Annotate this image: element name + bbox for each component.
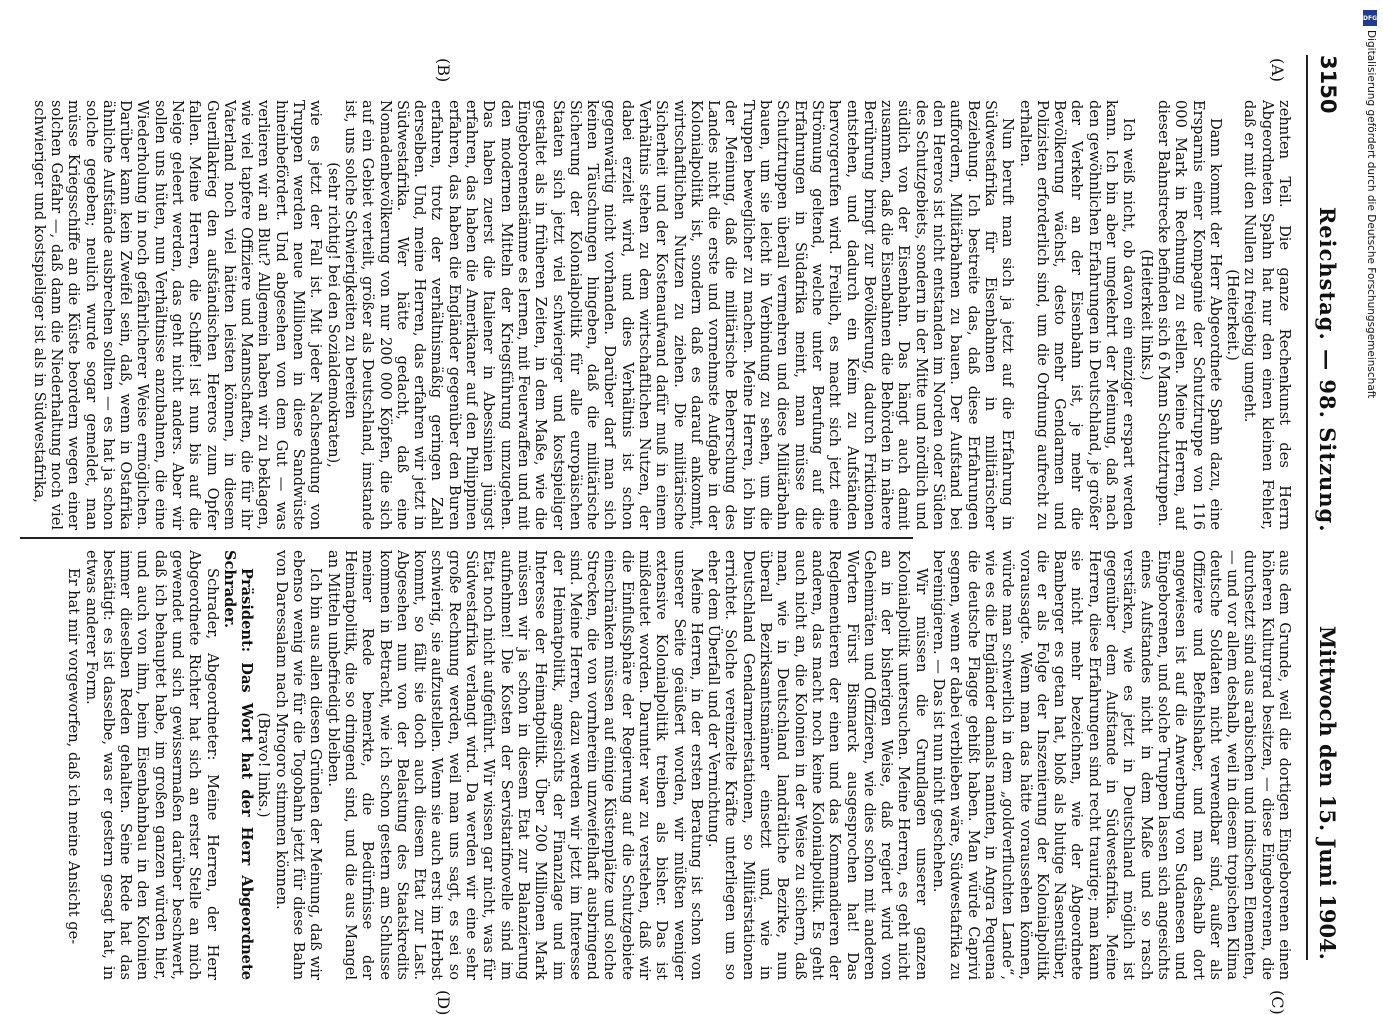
funding-text: Digitalisierung gefördert durch die Deutsche Forschungsgemeinschaft xyxy=(1365,30,1377,399)
interjection: (Heiterkeit.) xyxy=(1224,269,1242,361)
paragraph: Er hat mir vorgeworfen, daß ich meine Ansicht ge- xyxy=(65,568,83,945)
session-date: Mittwoch den 15. Juni 1904. xyxy=(1315,625,1341,960)
page-number: 3150 xyxy=(1316,55,1340,114)
paragraph: wie es jetzt der Fall ist. Mit jeder Nachsendung von Truppen werden neue Millionen in diese Sandwüste hineinbefördert. Und abgesehen von dem Gut — was verlieren wir an Blut? Allgemein haben wir zu beklagen, wie viel tapfere Offiziere und Mannschaften, die für ihr Vaterland noch viel hätten leisten können, in diesem Guerillakrieg den aufständischen Hereros zum Opfer fallen. Meine Herren, die Schiffe! ist nun bis auf die Neige geleert werden, das geht nicht anders. Aber wir sollen uns hüten, nun Verhältnisse anzubahnen, die eine Wiederholung in noch gefährlicherer Weise ermöglichen. Darüber kann kein Zweifel sein, daß, wenn in Ostafrika ähnliche Aufstände ausbrechen sollten — es hat ja schon solche gegeben; neulich wurde sogar gemeldet, man müsse Kriegsschiffe an die Küste beordern wegen einer solchen Gefahr —, daß dann die Niederhaltung noch viel schwieriger und kostspieliger ist als in Südwestafrika, xyxy=(30,100,325,530)
paragraph: aus dem Grunde, weil die dortigen Eingeborenen einen höheren Kulturgrad besitzen, — diese Eingeborenen, die durchsetzt sind aus arabischen und indischen Elementen, — und vor allem deshalb, weil in diesem tropischen Klima deutsche Soldaten nicht verwendbar sind, außer als Offiziere und Befehlshaber, und man deshalb dort angewiesen ist auf die Anwerbung von Sudanesen und Eingeborenen, und solche Truppen lassen sich angesichts eines Aufstandes nicht in dem Maße und so rasch verstärken, wie es jetzt in Deutschland möglich ist gegenüber dem Aufstande in Südwestafrika. Meine Herren, diese Erfahrungen sind recht traurige; man kann sie nicht mehr bezeichnen, wie der Abgeordnete Bamberger es getan hat, bloß als blutige Nasenstüber, die er als Folge der Inszenierung der Kolonialpolitik voraussagte. Wenn man das hätte voraussehen können, würde man schwerlich in dem „goldverfluchten Lande“, wie es die Engländer damals nannten, in Angra Pequena die deutsche Flagge gehißt haben. Man würde Caprivi segnen, wenn er dabei verblieben wäre, Südwestafrika zu bereinigieren. — Das ist nun nicht geschehen. xyxy=(930,550,1293,980)
margin-marker-b: (B) xyxy=(434,58,453,83)
paragraph: Wir müssen die Grundlagen unserer ganzen Kolonialpolitik untersuchen. Meine Herren, es geht nicht an in der bisherigen Weise, daß regiert wird von Geheimräten und Offizieren, wie dies schon mit anderen Worten Fürst Bismarck ausgesprochen hat! Das Reglementieren der einen und das Kommandieren der anderen, das macht noch keine Kolonialpolitik. Es geht auch nicht an, die Kolonien in der Weise zu sichern, daß man, wie in Deutschland landrätliche Bezirke, nun überall Bezirksamtsmänner einsetzt und, wie in Deutschland Gendarmeriestationen, so Militärstationen errichtet. Solche vereinzelte Kräfte unterliegen um so eher dem Überfall und der Vernichtung. xyxy=(705,550,930,980)
paragraph: Nun beruft man sich ja jetzt auf die Erfahrung in Südwestafrika für Eisenbahnen in militärischer Beziehung. Ich bestreite das, daß diese Erfahrungen auffordern, Militärbahnen zu bauen. Der Aufstand bei den Hereros ist nicht entstanden im Norden oder Süden des Schutzgebiets, sondern in der Mitte und nördlich und südlich von der Eisenbahn. Das hängt auch damit zusammen, daß die Eisenbahnen die Behörden in nähere Berührung bringt zur Bevölkerung, dadurch Friktionen entstehen, und dadurch ein Keim zu Aufständen hervorgerufen wird. Freilich, es macht sich jetzt eine Strömung geltend, welche unter Berufung auf die Erfahrungen in Südafrika meint, man müsse die Schutztruppen überall vermehren und diese Militärbahn bauen, um sie leicht in Verbindung zu sehen, um die Truppen beweglicher zu machen. Meine Herren, ich bin der Meinung, daß die militärische Beherrschung des Landes nicht die erste und vornehmste Aufgabe in der Kolonialpolitik ist, sondern daß es darauf ankommt, wirtschaftlichen Nutzen zu ziehen. Die militärische Sicherheit und der Kostenaufwand dafür muß in einem Verhältnis stehen zu dem wirtschaftlichen Nutzen, der dabei erzielt wird, und dies Verhältnis ist schon gegenwärtig nicht vorhanden. Darüber darf man sich keinen Täuschungen hingeben, daß die militärische Sicherung der Kolonialpolitik für alle europäischen Staaten sich jetzt viel schwieriger und kostspieliger gestaltet als in früheren Zeiten, in dem Maße, wie die Eingeborenenstämme es lernen, mit Feuerwaffen und mit den modernen Mitteln der Kriegsführung umzugehen. Das haben zuerst die Italiener in Abessinien jüngst erfahren, das haben die Amerikaner auf den Philippinen erfahren, das haben die Engländer gegenüber den Buren erfahren, trotz der verhältnismäßig geringen Zahl derselben. Und, meine Herren, das erfahren wir jetzt in Südwestafrika. Wer hätte gedacht, daß eine Nomadenbevölkerung von nur 200 000 Köpfen, die sich auf ein Gebiet verteilt, größer als Deutschland, imstande ist, uns solche Schwierigkeiten zu bereiten xyxy=(341,100,1017,530)
page-header xyxy=(1306,55,1348,960)
margin-marker-a: (A) xyxy=(1268,58,1287,83)
paragraph-schrader: Schrader, Abgeordneter: Meine Herren, der Herr Abgeordnete Richter hat sich an erster Stelle an mich gewendet und sich gewissermaßen darüber beschwert, daß ich behauptet habe, im großen ganzen würden hier, und auch von ihm, beim Eisenbahnbau in den Kolonien immer dieselben Reden gehalten. Seine Rede hat das bestätigt: es ist dasselbe, was er gestern gesagt hat, in etwas anderer Form. xyxy=(82,550,221,980)
right-column xyxy=(25,550,1293,980)
speaker-president: Präsident: Das Wort hat der Herr Abgeordnete Schrader. xyxy=(220,550,256,980)
dfg-funding-note xyxy=(1363,10,1379,730)
dfg-logo: DFG xyxy=(1363,10,1377,26)
left-column xyxy=(25,100,1293,530)
session-title: Reichstag. — 98. Sitzung. xyxy=(1315,206,1341,533)
interjection: (sehr richtig! bei den Sozialdemokraten), xyxy=(324,162,342,468)
margin-marker-c-right: (C) xyxy=(1268,990,1287,1015)
paragraph: Meine Herren, in der ersten Beratung ist schon von unserer Seite geäußert worden, wir müßten weniger extensive Kolonialpolitik treiben als bisher. Das ist mißdeutet worden. Darunter war zu verstehen, daß wir die Einflußsphäre der Regierung auf die Schutzgebiete einschränken müssen auf einige Küstenplätze und solche Strecken, die von vornherein unzweifelhaft ausbringend sind. Meine Herren, dazu werden wir jetzt im Interesse der Heimatpolitik, angesichts der Finanzlage und im Interesse der Heimatpolitik. Über 200 Millionen Mark müssen wir ja schon in diesem Etat zur Balanzierung aufnehmen! Die Kosten der Servistarifnovelle sind im Etat noch nicht aufgeführt. Wir wissen gar nicht, was für Südwestafrika verlangt wird. Da werden wir eine sehr große Rechnung werden, weil man uns sagt, es sei so schwierig, sie aufzustellen. Wenn sie auch erst im Herbst kommt, so fällt sie doch auch diesem Etat zur Last. Abgesehen nun von der Belastung des Staatskredits kommen in Betracht, wie ich schon gestern am Schlusse meiner Rede bemerkte, die Bedürfnisse der Heimatpolitik, die so dringend sind, und die aus Mangel an Mitteln unbefriedigt bleiben. xyxy=(324,550,705,980)
paragraph: Ich weiß nicht, ob davon ein einziger erspart werden kann. Ich bin aber umgekehrt der Meinung, daß nach den gewöhnlichen Erfahrungen in Deutschland, je größer der Verkehr an der Eisenbahn ist, je mehr die Bevölkerung wächst, desto mehr Gendarmen und Polizisten erforderlich sind, um die Ordnung aufrecht zu erhalten. xyxy=(1016,100,1138,530)
paragraph: Dann kommt der Herr Abgeordnete Spahn dazu, eine Ersparnis einer Kompagnie der Schutztruppe von 116 000 Mark in Rechnung zu stellen. Meine Herren, auf dieser Bahnstrecke befinden sich 6 Mann Schutztruppen. xyxy=(1154,100,1224,530)
interjection: (Bravo! links.) xyxy=(255,712,273,818)
paragraph: zehnten Teil. Die ganze Rechenkunst des Herrn Abgeordneten Spahn hat nur den einen kleinen Fehler, daß er mit den Nullen zu freigebig umgeht. xyxy=(1241,100,1293,530)
column-divider xyxy=(20,537,913,539)
margin-marker-d: (D) xyxy=(434,990,453,1015)
paragraph: Ich bin aus allen diesen Gründen der Meinung, daß wir ebenso wenig wie für die Togobahn jetzt für diese Bahn von Daressalam nach Mrogoro stimmen können. xyxy=(272,550,325,980)
interjection: (Heiterkeit links.) xyxy=(1137,249,1155,381)
